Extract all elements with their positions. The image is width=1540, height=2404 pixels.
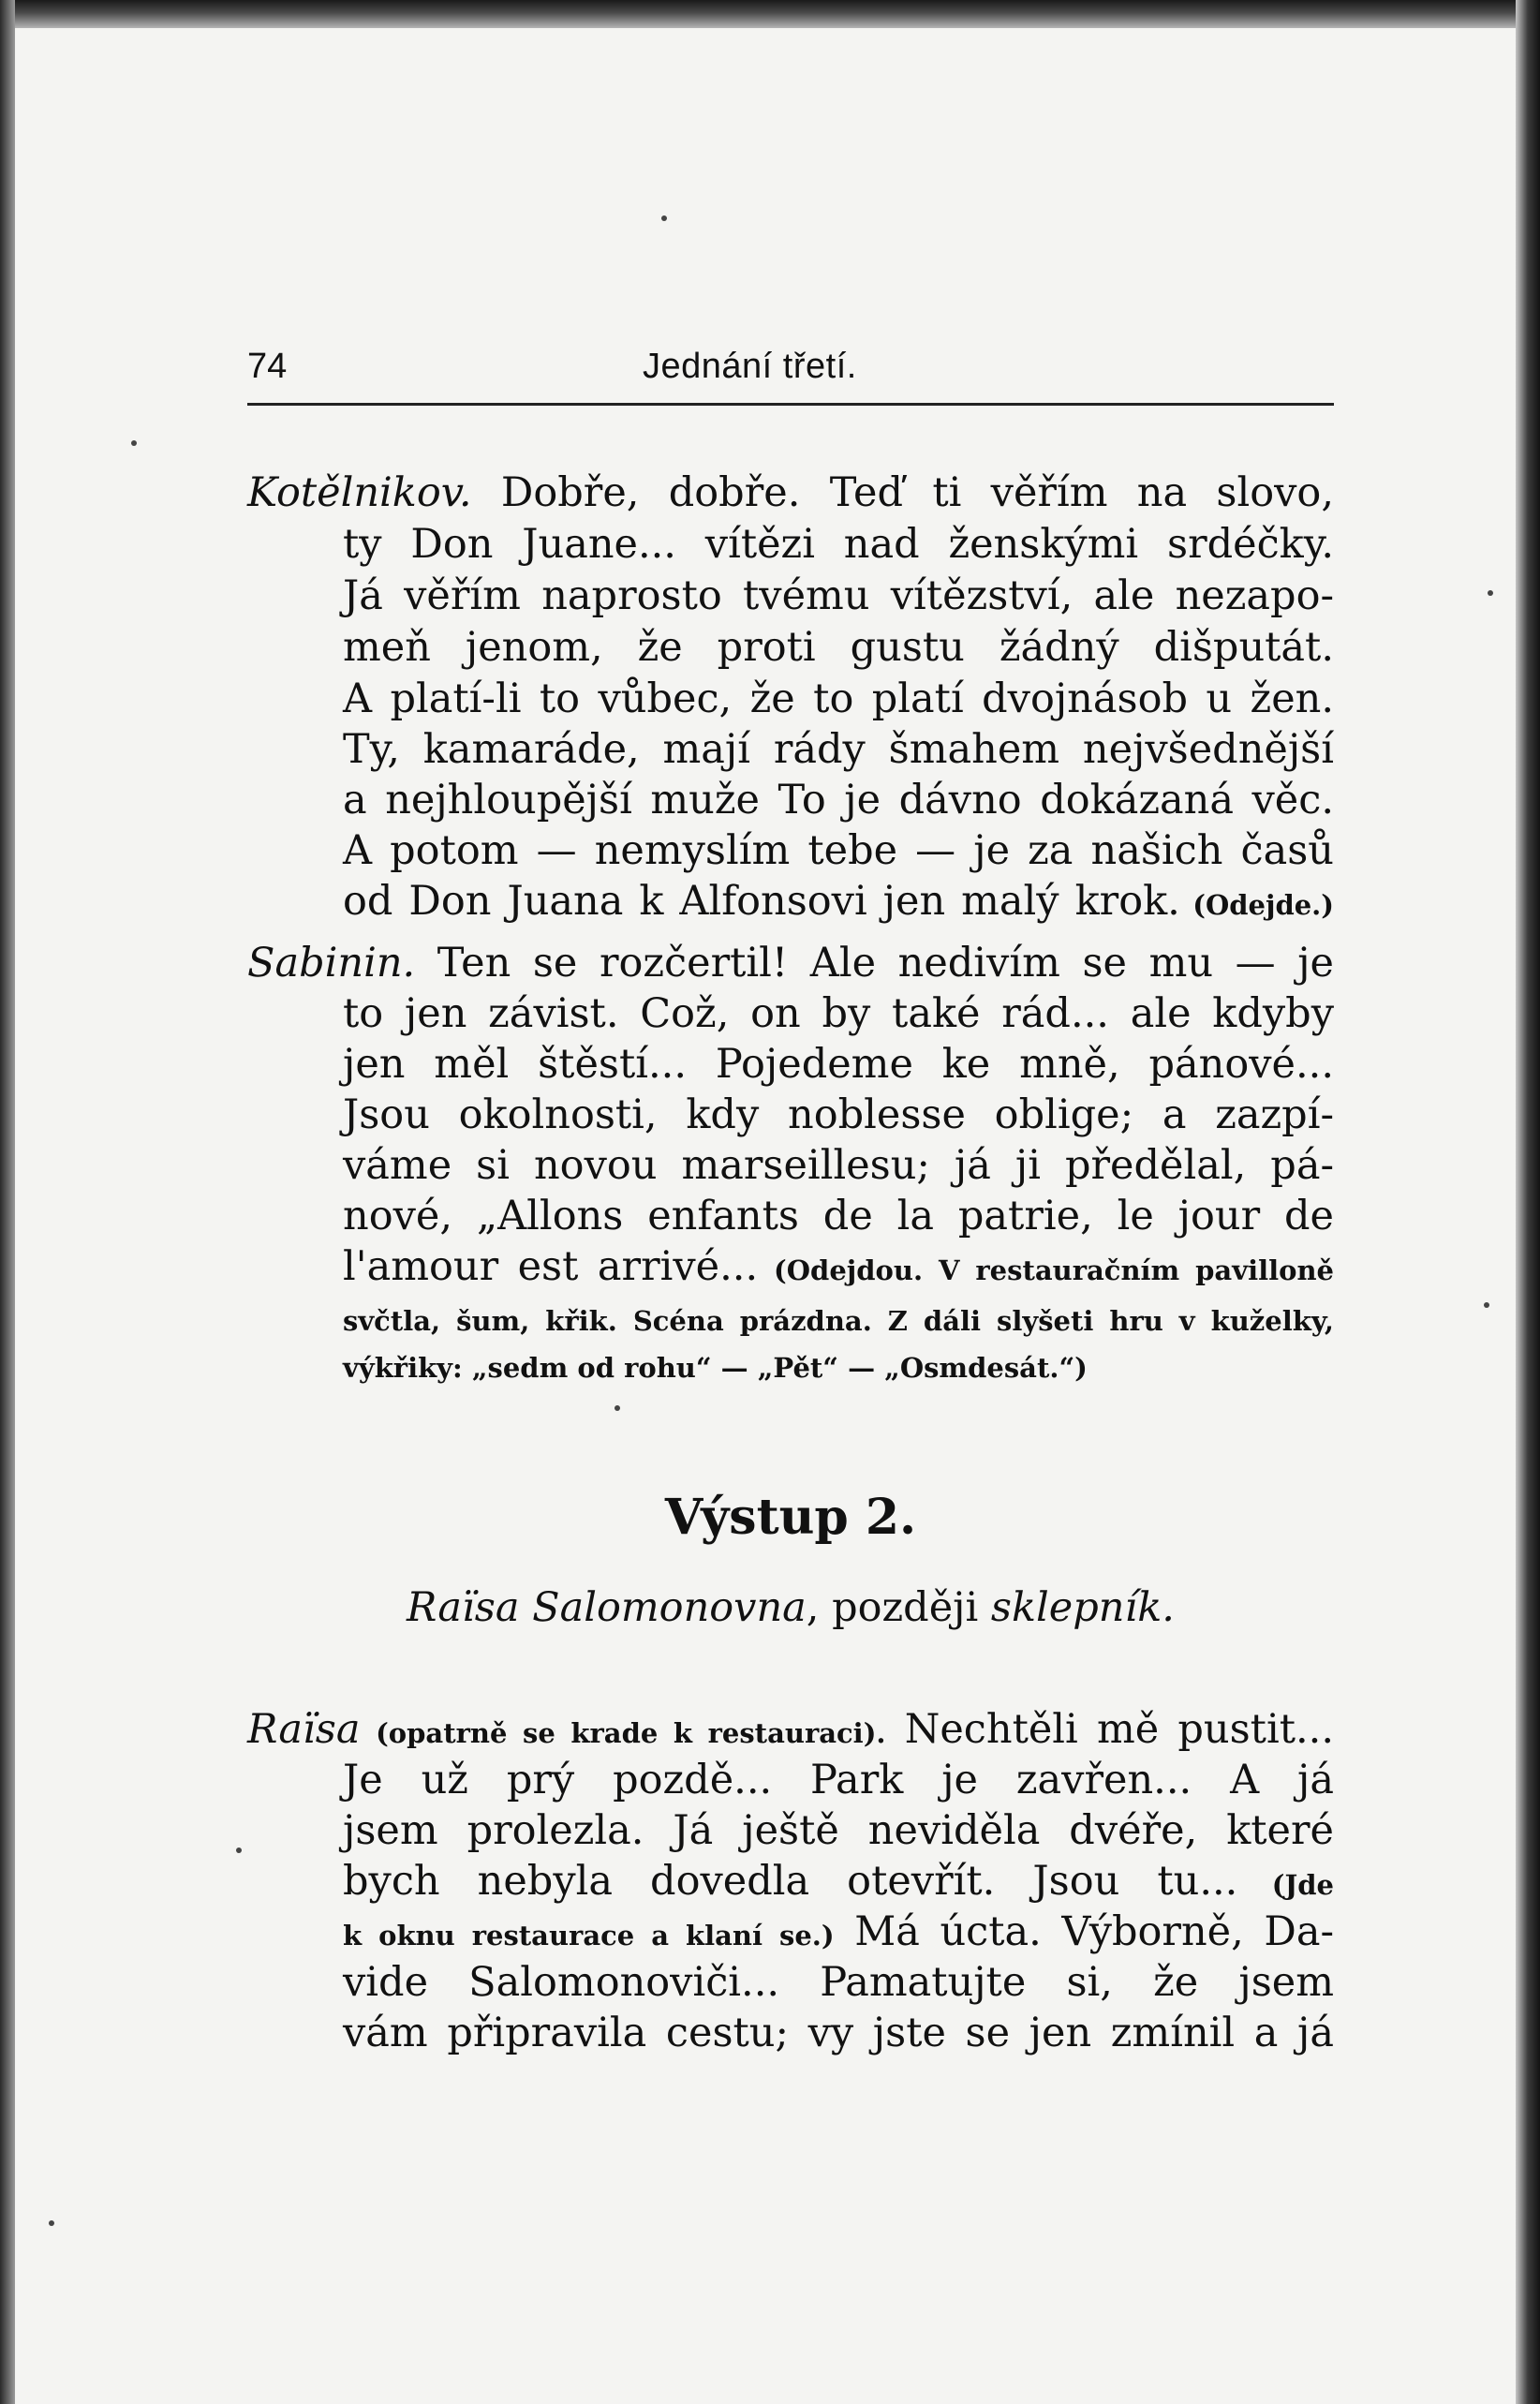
- line-text: vide Salomonoviči... Pamatujte si, že jsem: [343, 1959, 1334, 2006]
- line-text: jsem prolezla. Já ještě neviděla dvéře, které: [343, 1807, 1334, 1854]
- scan-speck: [1488, 590, 1493, 596]
- scan-speck: [236, 1848, 242, 1853]
- dialogue-line: [343, 725, 1334, 774]
- line-text: jen měl štěstí... Pojedeme ke mně, pánové...: [343, 1041, 1334, 1088]
- dialogue-line: [343, 675, 1334, 723]
- scan-speck: [661, 215, 667, 221]
- line-text: Já věřím naprosto tvému vítězství, ale nezapo-: [343, 572, 1334, 619]
- stage-direction: (opatrně se krade k restauraci).: [360, 1717, 886, 1749]
- scan-top-shadow: [0, 0, 1540, 32]
- stage-direction: (Odejde.): [1179, 889, 1334, 921]
- scan-speck: [49, 2220, 54, 2226]
- line-text: Ty, kamaráde, mají rády šmahem nejvšednější: [343, 726, 1334, 773]
- dialogue-line: [343, 1040, 1334, 1089]
- line-text: nové, „Allons enfants de la patrie, le jour de: [343, 1193, 1334, 1239]
- dialogue-line: [343, 826, 1334, 875]
- line-text: to jen závist. Což, on by také rád... ale kdyby: [343, 990, 1334, 1037]
- stage-direction: výkřiky: „sedm od rohu“ — „Pět“ — „Osmdesát.“): [343, 1352, 1088, 1384]
- stage-direction-line: [343, 1340, 1130, 1392]
- scene-title: Výstup 2.: [664, 1489, 917, 1546]
- dialogue-line: [343, 989, 1334, 1038]
- line-text: l'amour est arrivé...: [343, 1243, 759, 1290]
- dialogue-line: [247, 1705, 1334, 1758]
- dialogue-line: [343, 1242, 1334, 1295]
- line-text: bych nebyla dovedla otevřít. Jsou tu...: [343, 1858, 1238, 1905]
- dialogue-line: [343, 1756, 1334, 1804]
- stage-direction: k oknu restaurace a klaní se.): [343, 1920, 835, 1951]
- cast-name: Raïsa Salomonovna: [407, 1584, 807, 1631]
- header-title: Jednání třetí.: [643, 347, 857, 386]
- line-text: Jsou okolnosti, kdy noblesse oblige; a zazpí-: [343, 1091, 1334, 1138]
- line-text: A potom — nemyslím tebe — je za našich časů: [343, 827, 1334, 874]
- stage-direction: (Jde: [1237, 1869, 1334, 1901]
- dialogue-line: [343, 1091, 1334, 1139]
- scan-speck: [1484, 1302, 1489, 1308]
- dialogue-line: [343, 1958, 1334, 2007]
- line-text: ty Don Juane... vítězi nad ženskými srdéčky.: [343, 521, 1334, 568]
- scan-speck: [615, 1405, 620, 1411]
- dialogue-line: [343, 776, 1334, 824]
- stage-direction: (Odejdou. V restauračním pavilloně: [758, 1254, 1334, 1286]
- line-text: meň jenom, že proti gustu žádný dišputát.: [343, 624, 1334, 671]
- line-text: Má úcta. Výborně, Da-: [834, 1908, 1334, 1955]
- speaker-name: Raïsa: [247, 1706, 361, 1753]
- stage-direction: svčtla, šum, křik. Scéna prázdna. Z dáli slyšeti hru v kuželky,: [343, 1305, 1334, 1337]
- dialogue-line: [343, 623, 1334, 672]
- scan-right-shadow: [1516, 0, 1540, 2404]
- cast-name-2: sklepník.: [990, 1584, 1175, 1631]
- scene-cast: [247, 1583, 1334, 1632]
- line-text: od Don Juana k Alfonsovi jen malý krok.: [343, 878, 1180, 925]
- dialogue-line: [343, 1907, 1334, 1960]
- line-text: Nechtěli mě pustit...: [885, 1706, 1334, 1753]
- dialogue-line: [343, 1141, 1334, 1190]
- dialogue-line: [343, 877, 1334, 929]
- running-head: [247, 347, 1334, 403]
- header-rule: [247, 403, 1334, 406]
- line-text: Dobře, dobře. Teď ti věřím na slovo,: [471, 469, 1334, 516]
- line-text: Ten se rozčertil! Ale nedivím se mu — je: [415, 940, 1334, 987]
- line-text: a nejhloupější muže To je dávno dokázaná věc.: [343, 777, 1334, 824]
- dialogue-line: [247, 939, 1334, 987]
- cast-middle: , později: [806, 1584, 991, 1631]
- scan-speck: [131, 440, 137, 446]
- page-number: 74: [247, 347, 288, 386]
- dialogue-line: [247, 468, 1334, 517]
- dialogue-line: [343, 520, 1334, 569]
- speaker-name: Kotělnikov.: [247, 469, 472, 516]
- dialogue-line: [343, 2009, 1334, 2057]
- line-text: A platí-li to vůbec, že to platí dvojnásob u žen.: [343, 675, 1334, 722]
- scan-left-shadow: [0, 0, 15, 2404]
- dialogue-line: [343, 571, 1334, 620]
- page-paper: [15, 28, 1516, 2404]
- dialogue-line: [343, 1806, 1334, 1855]
- dialogue-line: [343, 1192, 1334, 1240]
- speaker-name: Sabinin.: [247, 940, 416, 987]
- line-text: vám připravila cestu; vy jste se jen zmínil a já: [343, 2010, 1334, 2056]
- dialogue-line: [343, 1857, 1334, 1909]
- stage-direction-line: [343, 1293, 1334, 1345]
- line-text: Je už prý pozdě... Park je zavřen... A já: [343, 1757, 1334, 1803]
- line-text: váme si novou marseillesu; já ji předělal, pá-: [343, 1142, 1334, 1189]
